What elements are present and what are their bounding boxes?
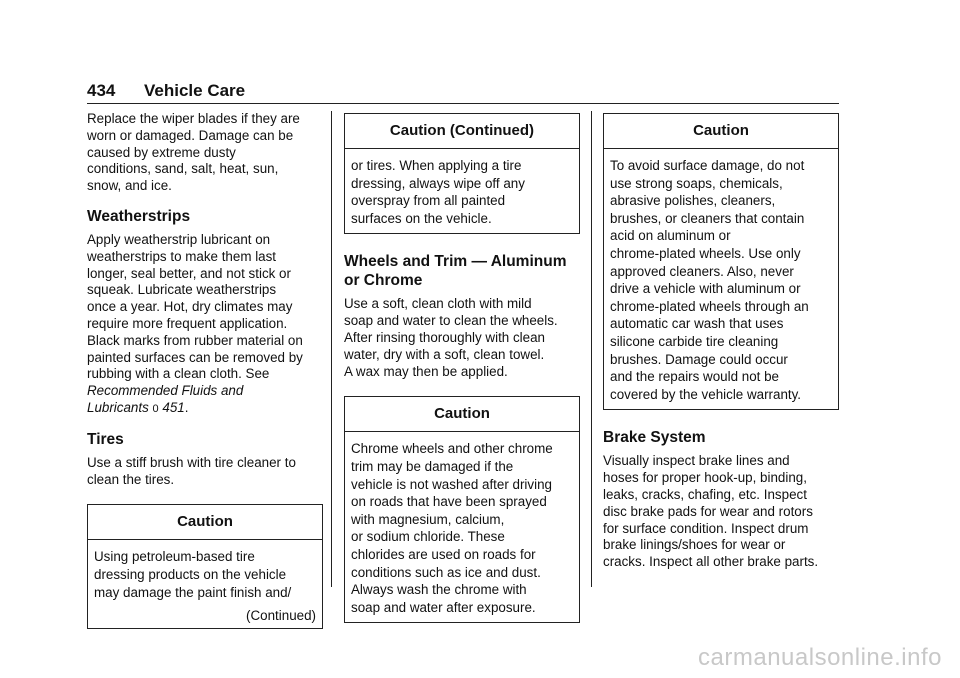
page-number: 434	[87, 81, 116, 100]
page-header	[87, 80, 839, 102]
brake-paragraph: Visually inspect brake lines and hoses for proper hook-up, binding, leaks, cracks, chafing, etc. Inspect disc brake pads for wear and rotors for surface condition. Inspect drum brake linings/shoes for wear or cracks. Inspect all other brake parts.	[603, 453, 819, 570]
column-middle	[344, 111, 580, 623]
caution-box-tires	[87, 504, 323, 629]
wheels-trim-heading: Wheels and Trim — Aluminum or Chrome	[344, 253, 567, 290]
caution-box-continued	[344, 113, 580, 234]
caution-title: Caution	[604, 114, 838, 149]
caution-title: Caution	[88, 505, 322, 540]
caution-title: Caution	[345, 397, 579, 432]
wiper-paragraph: Replace the wiper blades if they are worn or damaged. Damage can be caused by extreme dusty conditions, sand, salt, heat, sun, snow, and ice.	[87, 111, 300, 194]
header-rule	[87, 103, 839, 104]
caution-text: To avoid surface damage, do not use strong soaps, chemicals, abrasive polishes, cleaners, brushes, or cleaners that contain acid on aluminum or chrome-plated wheels. Use only approved cleaners. Also, never drive a vehicle with aluminum or chrome-plated wheels through an automatic car wash that uses silicone carbide tire cleaning brushes. Damage could occur and the repairs would not be covered by the vehicle warranty.	[610, 158, 809, 402]
wheels-paragraph: Use a soft, clean cloth with mild soap and water to clean the wheels. After rinsing thoroughly with clean water, dry with a soft, clean towel. A wax may then be applied.	[344, 296, 558, 379]
column-left	[87, 111, 323, 629]
caution-box-chrome	[344, 396, 580, 623]
brake-system-heading: Brake System	[603, 429, 706, 447]
watermark: carmanualsonline.info	[698, 644, 942, 671]
weatherstrips-text: Apply weatherstrip lubricant on weatherstrips to make them last longer, seal better, and not stick or squeak. Lubricate weatherstrips once a year. Hot, dry climates may require more frequent application. Black marks from rubber material on painted surfaces can be removed by rubbing with a clean cloth. See	[87, 231, 303, 382]
xref-page-number[interactable]: 451	[162, 399, 185, 415]
column-divider	[591, 111, 592, 587]
caution-continued-title: Caution (Continued)	[345, 114, 579, 149]
section-title: Vehicle Care	[144, 81, 246, 100]
caution-text: Using petroleum-based tire dressing products on the vehicle may damage the paint finish and/	[94, 549, 292, 600]
caution-box-wheels	[603, 113, 839, 410]
page-ref-icon: 0	[152, 402, 159, 415]
caution-continued-text: or tires. When applying a tire dressing, always wipe off any overspray from all painted surfaces on the vehicle.	[351, 158, 525, 226]
caution-text: Chrome wheels and other chrome trim may be damaged if the vehicle is not washed after driving on roads that have been sprayed with magnesium, calcium, or sodium chloride. These chlorides are used on roads for conditions such as ice and dust. Always wash the chrome with soap and water after exposure.	[351, 441, 553, 615]
continued-label: (Continued)	[246, 608, 316, 624]
xref-end: .	[184, 399, 189, 415]
tires-heading: Tires	[87, 430, 124, 448]
column-right	[603, 111, 839, 571]
tires-paragraph: Use a stiff brush with tire cleaner to clean the tires.	[87, 454, 296, 487]
column-divider	[331, 111, 332, 587]
weatherstrips-paragraph	[87, 232, 323, 418]
fluids-lubricants-link[interactable]: Recommended Fluids and Lubricants	[87, 383, 244, 415]
weatherstrips-heading: Weatherstrips	[87, 207, 191, 225]
